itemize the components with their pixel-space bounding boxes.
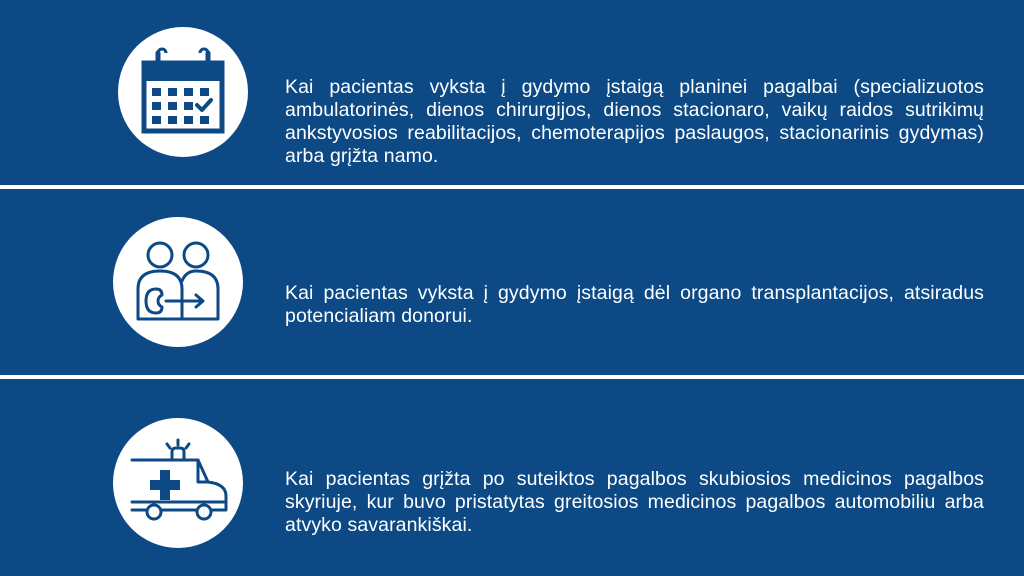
- info-text: Kai pacientas vyksta į gydymo įstaigą planinei pagalbai (specializuotos ambulatorinės, dienos chirurgijos, dienos stacionaro, vaikų raidos sutrikimų ankstyvosios reabilitacijos, chemoterapijos paslaugos, stacionarinis gydymas) arba grįžta namo.: [285, 75, 984, 167]
- info-band-emergency: [0, 379, 1024, 576]
- icon-circle: [113, 217, 243, 347]
- organ-transplant-icon: [128, 237, 228, 327]
- info-band-transplant: [0, 189, 1024, 375]
- icon-circle: [113, 418, 243, 548]
- info-text: Kai pacientas grįžta po suteiktos pagalbos skubiosios medicinos pagalbos skyriuje, kur buvo pristatytas greitosios medicinos pagalbos automobiliu arba atvyko savarankiškai.: [285, 467, 984, 536]
- info-band-planned-care: [0, 0, 1024, 185]
- calendar-icon: [138, 47, 228, 137]
- info-text: Kai pacientas vyksta į gydymo įstaigą dėl organo transplantacijos, atsiradus potencialiam donorui.: [285, 281, 984, 327]
- ambulance-icon: [126, 438, 230, 528]
- icon-circle: [118, 27, 248, 157]
